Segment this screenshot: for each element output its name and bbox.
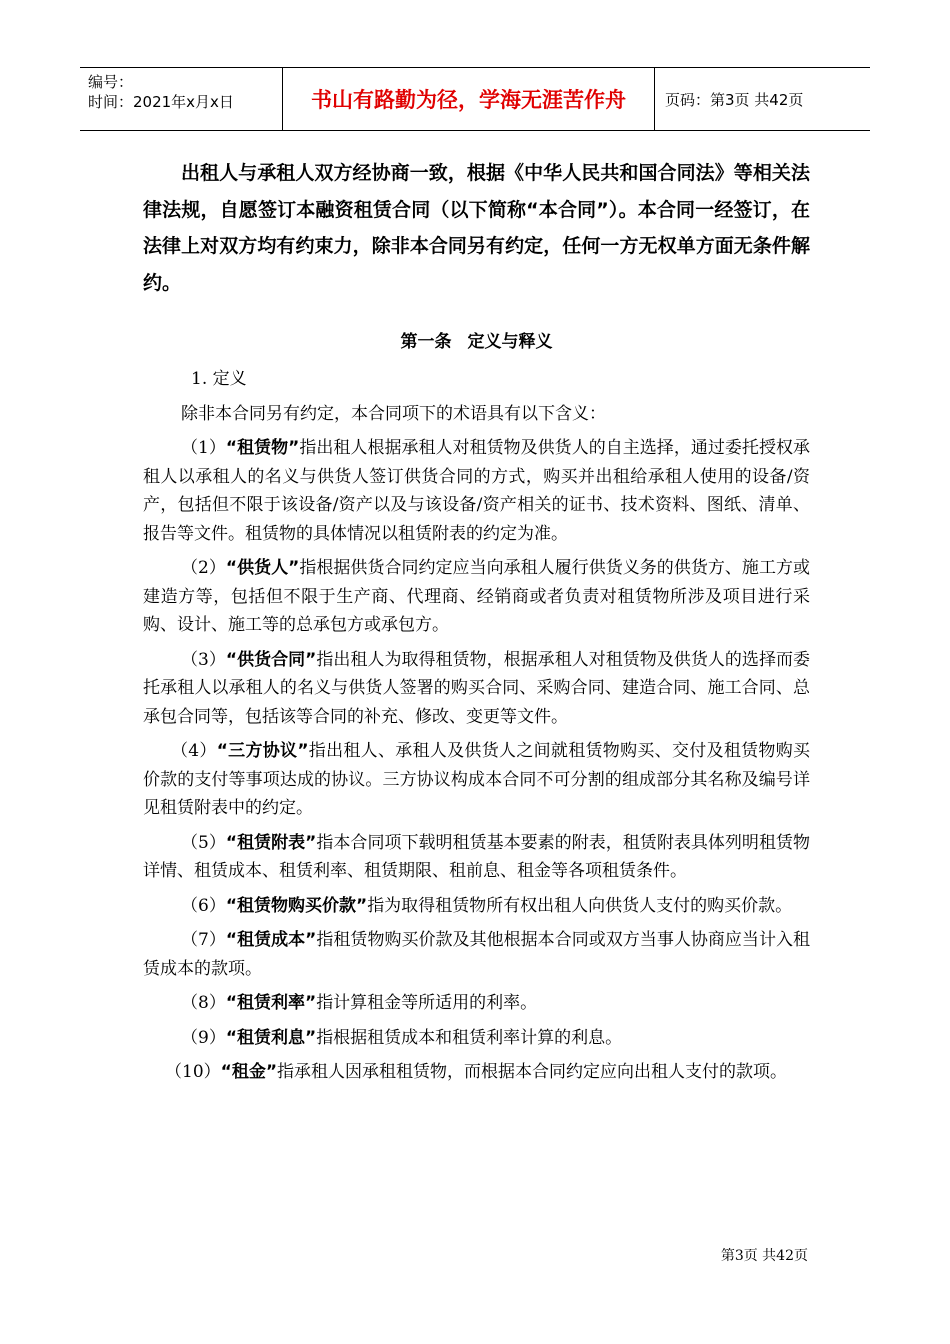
item-number: （10） (165, 1062, 221, 1082)
header-motto: 书山有路勤为径，学海无涯苦作舟 (283, 68, 655, 130)
definition-item (143, 554, 810, 640)
intro-paragraph: 出租人与承租人双方经协商一致，根据《中华人民共和国合同法》等相关法律法规，自愿签订本融资租赁合同（以下简称“本合同”）。本合同一经签订，在法律上对双方均有约束力，除非本合同另有约定，任何一方无权单方面无条件解约。 (143, 162, 810, 294)
item-number: （9） (181, 1027, 226, 1048)
defined-term: “供货合同” (225, 649, 317, 670)
definition-item (143, 737, 810, 823)
item-number: （7） (181, 930, 226, 950)
definition-text: 指租赁物购买价款及其他根据本合同或双方当事人协商应当计入租赁成本的款项。 (143, 930, 810, 979)
header-table (80, 67, 870, 131)
item-number: （6） (181, 895, 226, 916)
defined-term: “租金” (220, 1062, 277, 1082)
definition-item (143, 1024, 810, 1053)
item-number: （4） (171, 741, 217, 761)
definition-text: 指为取得租赁物所有权出租人向供货人支付的购买价款。 (367, 895, 793, 916)
definition-item (143, 434, 810, 548)
article-number: 第一条 (400, 332, 452, 352)
definition-text: 指出租人、承租人及供货人之间就租赁物购买、交付及租赁物购买价款的支付等事项达成的协议。三方协议构成本合同不可分割的组成部分其名称及编号详见租赁附表中的约定。 (143, 741, 810, 818)
definition-item (143, 1058, 810, 1087)
definition-item (143, 646, 810, 732)
document-number-label: 编号： (88, 73, 134, 91)
definition-item (143, 829, 810, 886)
document-body (143, 155, 810, 1087)
section-heading: 1. 定义 (191, 369, 247, 389)
defined-term: “租赁利率” (225, 993, 317, 1013)
definition-item (143, 892, 810, 921)
definition-item (143, 926, 810, 983)
defined-term: “租赁成本” (225, 930, 317, 950)
definition-text: 指本合同项下载明租赁基本要素的附表，租赁附表具体列明租赁物详情、租赁成本、租赁利率、租赁期限、租前息、租金等各项租赁条件。 (143, 832, 810, 881)
header-page-label: 页码：第3页 共42页 (665, 90, 804, 109)
definition-text: 指计算租金等所适用的利率。 (316, 993, 538, 1013)
definitions-preamble: 除非本合同另有约定，本合同项下的术语具有以下含义： (181, 403, 606, 424)
definition-text: 指承租人因承租租赁物，而根据本合同约定应向出租人支付的款项。 (277, 1062, 787, 1082)
document-time-label: 时间：2021年x月x日 (88, 93, 234, 111)
definition-text: 指出租人为取得租赁物，根据承租人对租赁物及供货人的选择而委托承租人以承租人的名义与供货人签署的购买合同、采购合同、建造合同、施工合同、总承包合同等，包括该等合同的补充、修改、变更等文件。 (143, 649, 810, 727)
defined-term: “租赁利息” (225, 1027, 317, 1048)
defined-term: “供货人” (225, 558, 300, 578)
item-number: （1） (181, 438, 226, 458)
article-heading: 定义与释义 (467, 332, 553, 352)
item-number: （3） (181, 649, 226, 670)
item-number: （5） (181, 832, 226, 853)
article-title (143, 327, 810, 357)
page-footer: 第3页 共42页 (720, 1248, 808, 1264)
defined-term: “三方协议” (216, 741, 309, 761)
item-number: （2） (181, 558, 226, 578)
header-info-cell (80, 68, 283, 130)
defined-term: “租赁物” (225, 438, 300, 458)
definition-text: 指根据供货合同约定应当向承租人履行供货义务的供货方、施工方或建造方等，包括但不限于生产商、代理商、经销商或者负责对租赁物所涉及项目进行采购、设计、施工等的总承包方或承包方。 (143, 558, 810, 635)
definition-text: 指出租人根据承租人对租赁物及供货人的自主选择，通过委托授权承租人以承租人的名义与供货人签订供货合同的方式，购买并出租给承租人使用的设备/资产，包括但不限于该设备/资产以及与该设备/资产相关的证书、技术资料、图纸、清单、报告等文件。租赁物的具体情况以租赁附表的约定为准。 (143, 438, 810, 544)
defined-term: “租赁物购买价款” (225, 895, 368, 916)
definition-item (143, 989, 810, 1018)
definition-text: 指根据租赁成本和租赁利率计算的利息。 (316, 1027, 623, 1048)
item-number: （8） (181, 993, 226, 1013)
defined-term: “租赁附表” (225, 832, 317, 853)
